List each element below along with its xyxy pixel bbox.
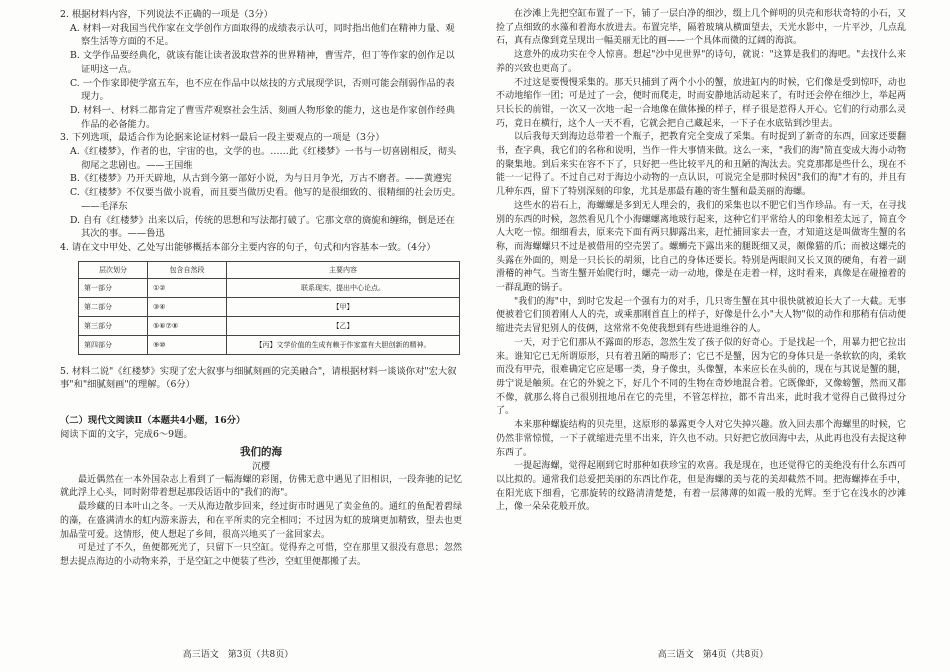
essay-paragraph: 这些水的岩石上，海螺螺是多到无人理会的，我们的采集也以不肥它们当作珍品。有一天，在寻找别的东西的时候，忽然看见几个小海螺螺离地玻行起来，这种它们平常给人的印象相差太远了，简直令人大吃一惊。细细看去，原来壳下面有两只脚露出来，赶忙捕回家去一查，才知道这是叫做寄生蟹的名称，而海螺螺只不过是被借用的空壳罢了。螺蛳壳下露出来的腿既细又灵，颇像猫的爪；而被这螺壳的头露在外面的，则是一只长长的胡须，比自己的身体还要长。特别是两眼间又长又顶的硬角，有着一副滑稽的神气。当寄生蟹开始爬行时，螺壳一动一动地，像是在走着一样，这时看来，真像是在碰撞着的一群乱跑的锅子。 (496, 200, 906, 294)
question-4-stem: 4. 请在文中甲处、乙处写出能够概括本部分主要内容的句子，句式和内容基本一致。（4分） (60, 241, 436, 253)
essay-title: 我们的海 (240, 445, 282, 458)
essay-paragraph: 最近偶然在一本外国杂志上看到了一幅海螺的彩图，仿佛无意中遇见了旧相识，一段奔驰的记忆就此浮上心头，同时附带着想起那段话语中的"我们的海"。 (60, 474, 462, 499)
table-cell: ⑤⑥⑦⑧ (148, 316, 227, 335)
table-header-row (79, 261, 460, 278)
essay-author: 沉樱 (251, 461, 270, 472)
table-header: 包含自然段 (148, 261, 227, 278)
page-3-content (60, 8, 462, 570)
table-cell: 第一部分 (79, 278, 148, 297)
essay-paragraph: "我们的海"中，到时它发起一个强有力的对手，几只寄生蟹在其中很快就被迫长大了一大截。无事便被着它们顶着刚人人的壳，或乘那刚首直上的样子，好像是什么小"大人物"似的动作和那稍有信动便缩进壳去冒犯别人的伎俩，这常常不免使我想到有些进退维谷的人。 (496, 296, 906, 335)
section-heading: （二）现代文阅读Ⅱ（本题共4小题，16分） (60, 415, 246, 427)
table-cell: 【甲】 (227, 297, 460, 316)
table-cell: 【乙】 (227, 316, 460, 335)
essay-paragraph: 可是过了不久，鱼便都死光了，只留下一只空缸。觉得弃之可惜，空在那里又很没有意思；忽然想去捉点海边的小动物来养，于是空缸之中便装了些沙，空虹里便都搬了去。 (60, 543, 462, 567)
table-cell: 【丙】文学价值的生成有赖于作家富有大胆创新的精神。 (227, 335, 460, 354)
essay-paragraph: 一提起海螺，觉得起刚到它时那种如获珍宝的欢喜。我是现在，也还觉得它的美绝没有什么东西可以比拟的。通常我们总爱把美丽的东西比作花，但是海螺的美与花的美却截然不同。把海螺捧在手中，在阳光底下细看，它那旋转的纹路清清楚楚，有着一层薄薄的如霞一般的光辉。至于它在浅水的沙滩上，像一朵朵花般开放。 (496, 461, 906, 513)
table-cell: 第二部分 (79, 297, 148, 316)
table-cell: 联系现实，提出中心论点。 (227, 278, 460, 297)
question-3-option-b: B.《红楼梦》乃开天辟地，从古到今第一部好小说，为与日月争光，万古不磨者。——黄遵宪 (70, 173, 452, 185)
table-header: 层次划分 (79, 261, 148, 278)
page-3-footer: 高三语文 第3页（共8页） (182, 650, 294, 660)
question-2-stem: 2. 根据材料内容，下列说法不正确的一项是（3分） (60, 9, 273, 20)
question-2-option-b: B. 文学作品要经典化，就该有能让读者汲取营养的世界精神，曹雪芹，但丁等作家的创作足以证明这一点。 (70, 50, 455, 75)
essay-paragraph: 这意外的成功实在令人惊喜。想起"沙中见世界"的诗句，就说："这算是我们的海吧。"去找什么来养的兴致也更高了。 (496, 50, 906, 74)
table-cell: ①② (148, 278, 227, 297)
page-4 (476, 0, 950, 672)
table-cell: ⑨⑩ (148, 335, 227, 354)
question-5-stem: 5. 材料二说"《红楼梦》实现了宏大叙事与细腻刻画的完美融合"，请根据材料一谈谈你对"宏大叙事"和"细腻刻画"的理解。（6分） (60, 365, 457, 391)
essay-paragraph: 在沙滩上先把空缸布置了一下，铺了一层白净的细沙，缀上几个鲜明的贝壳和形状奇特的小石，又捡了点细致的水藻和着海水放进去。布置完毕，隔着玻璃从横面望去，天光水影中，一片平沙，几点乱石，真有点像到竟呈现出一幅美丽无比的画——一个具体而微的辽阔的海滨。 (496, 9, 906, 47)
page-4-content (496, 8, 906, 515)
table-cell: 第三部分 (79, 316, 148, 335)
essay-paragraph: 最珍藏的日本叶山之冬。一天从海边散步回来，经过街市时遇见了卖金鱼的。通红的鱼配着碧绿的藻，在盛满清水的虹内游来游去，和在平所卖的完全相同；不过因为虹的玻璃更加精致，望去也更加晶莹可爱。这情形，使人想起了乡间，很高兴地买了一盆回家去。 (60, 502, 462, 540)
structure-table (78, 261, 460, 355)
question-2-option-d: D. 材料一、材料二都肯定了曹雪芹观察社会生活、刻画人物形象的能力，这也是作家创作经典作品的必备能力。 (70, 104, 455, 130)
table-cell: 第四部分 (79, 335, 148, 354)
table-row (79, 316, 460, 335)
table-row (79, 335, 460, 354)
question-2-option-a: A. 材料一对我国当代作家在文学创作方面取得的成绩表示认可，同时指出他们在精神力量、观察生活等方面的不足。 (70, 22, 455, 48)
question-3-option-d: D. 自有《红楼梦》出来以后，传统的思想和写法都打破了。它那文章的旖旎和缠绵，倒是还在其次的事。——鲁迅 (70, 214, 455, 240)
table-row (79, 297, 460, 316)
table-row (79, 278, 460, 297)
question-3-option-a: A.《红楼梦》，作者的也，宇宙的也，文学的也。……此《红楼梦》一书与一切喜剧相反，彻头彻尾之悲剧也。——王国维 (70, 146, 457, 171)
question-2-option-c: C. 一个作家即使学富五车，也不应在作品中以炫技的方式展现学识，否则可能会削弱作品的表现力。 (70, 77, 455, 103)
question-3-option-c: C.《红楼梦》不仅要当做小说看，而且要当做历史看。他写的是很细致的、很精细的社会历史。——毛泽东 (70, 187, 461, 212)
page-4-footer: 高三语文 第4页（共8页） (657, 650, 769, 660)
essay-paragraph: 以后我每天到海边总带着一个瓶子，把教育完全变成了采集。有时捉到了新奇的东西，回家还要翻书，查字典，我它们的名称和说明，当作一件大事情来做。这么一来，"我们的海"简直变成大海小动物的聚集地。到后来实在容不下了，只好把一些比较平凡的和丑陋的淘汰去。究竟那都是些什么，现在不能一一记得了。不过自己对于海边小动物的一点认识，可说完全是那时候因"我们的海"才有的，并且有几种东西，留下了特别深刻的印象，尤其是那最有趣的寄生蟹和最美丽的海螺。 (496, 132, 906, 198)
essay-paragraph: 一天，对于它们那从不露面的形态，忽然生发了孩子似的好奇心。于是找起一个，用暴力把它拉出来。谁知它已无所谓原形，只有着丑陋的畸形了；它已不是蟹，因为它的身体只是一条软软的肉，柔软而没有甲壳，很难确定它应是哪一类，身子像虫，头像蟹，本来应长在头前的，现在与其说是蟹的腿，毋宁说是触须。在它的外貌之下，好几个不同的生物在奇妙地混合着。它既像虾，又像螃蟹，然而又都不像，就那么将自己很别扭地吊在它的壳里，不管怎样拉，都不肯出来，此时我才觉得自己做得过分了。 (496, 337, 906, 417)
table-header: 主要内容 (227, 261, 460, 278)
essay-paragraph: 本来那种螺旋结构的贝壳里，这原形的暴露更令人对它失掉兴趣。放入回去那个海螺里的时候，它仍然非常惊慌，一下子就缩进壳里不出来，许久也不动。只好把它放回海中去，从此再也没有去捉这种东西了。 (496, 420, 906, 458)
section-instructions: 阅读下面的文字，完成6～9题。 (60, 429, 193, 441)
essay-paragraph: 不过这是要慢慢采集的。那天只捕到了两个小小的蟹，放进缸内的时候，它们像是受到惊吓，动也不动地缩作一团；可是过了一会，便时而爬走，时而安静地活动起来了，有时还会停在细沙上，举起两只长长的前钳，一次又一次地一起一合地像在做体操的样子，样子很是惹得人开心。它们的行动那么灵巧，竟日在横行，这个人一天不看，它就会把自己藏起来，一下子在水底钻到沙里去。 (496, 77, 906, 129)
question-3-stem: 3. 下列选项，最适合作为论据来论证材料一最后一段主要观点的一项是（3分） (60, 132, 385, 144)
table-cell: ③④ (148, 297, 227, 316)
